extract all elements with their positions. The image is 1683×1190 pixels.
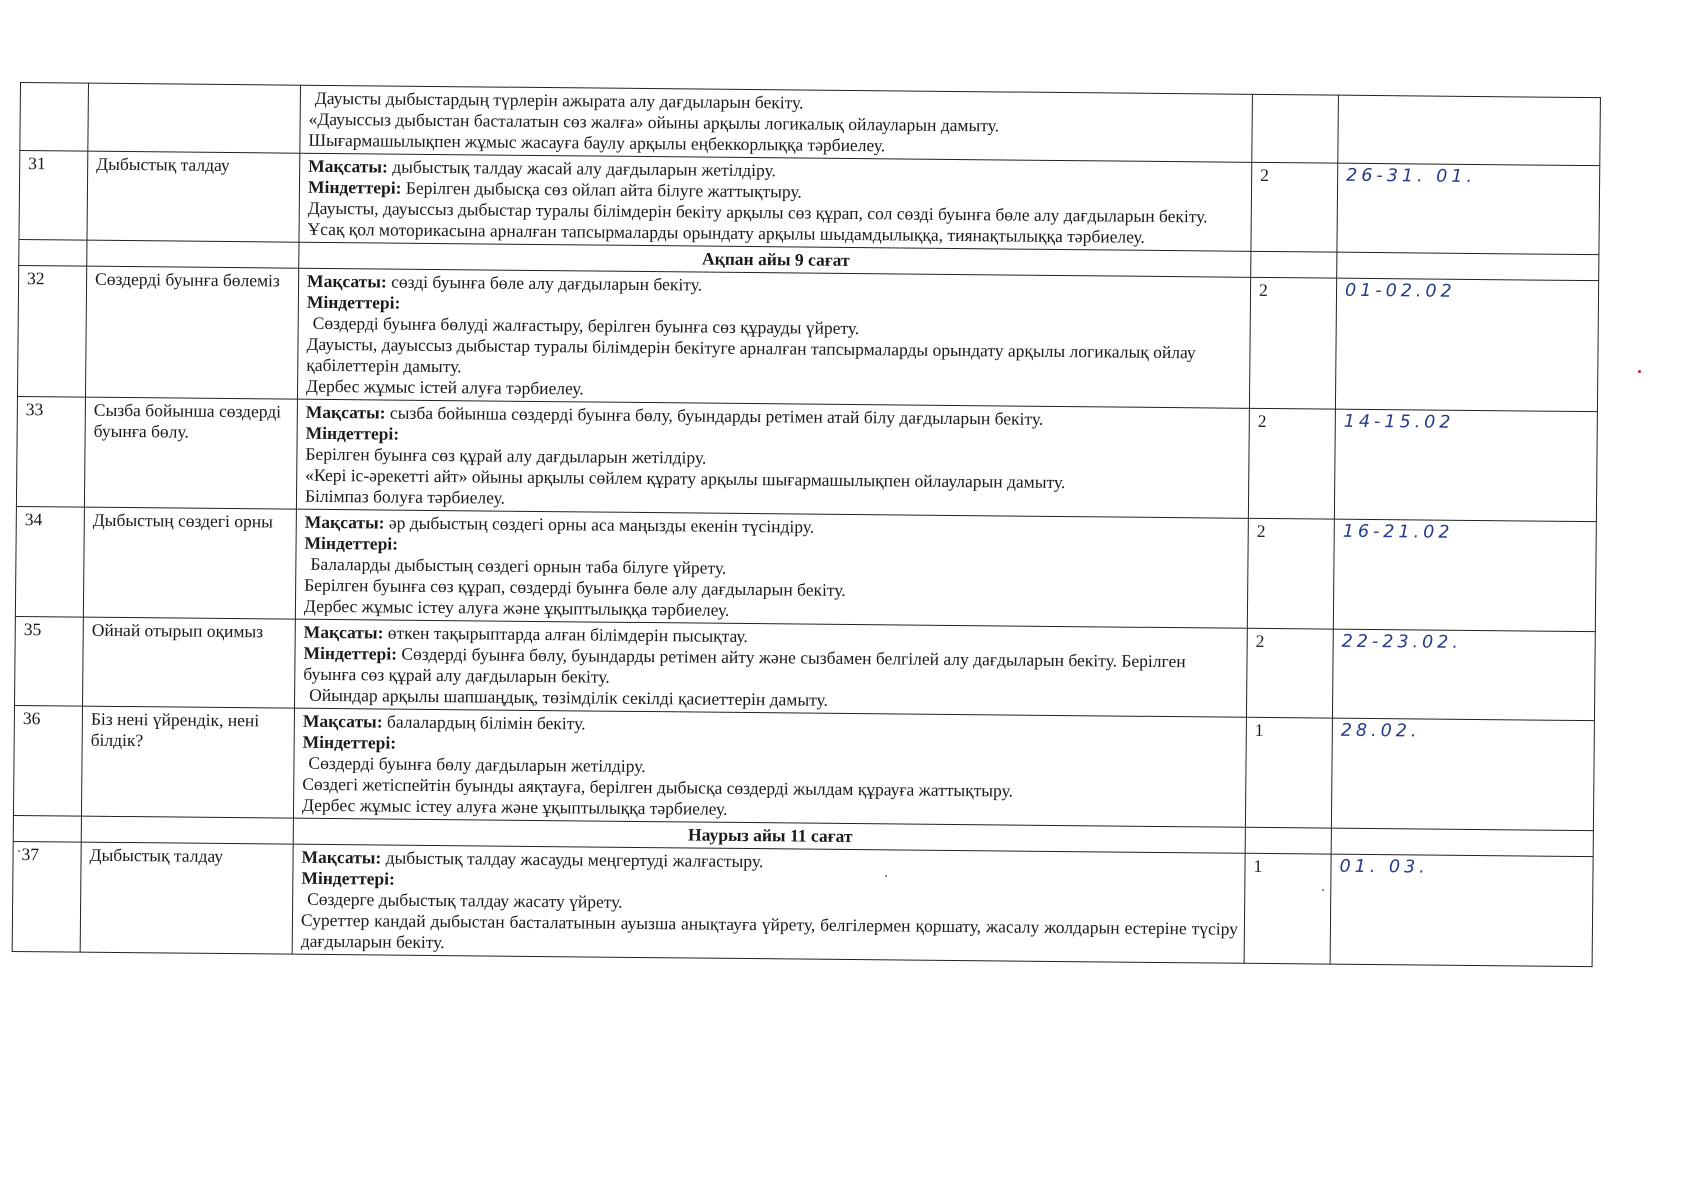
lesson-hours: 2 [1246, 628, 1333, 718]
goal-text: сөзді буынға бөле алу дағдыларын бекіту. [386, 271, 703, 295]
tasks-label: Міндеттері: [301, 867, 395, 889]
lesson-number: 35 [15, 616, 84, 706]
month-heading: Наурыз айы 11 сағат [293, 818, 1245, 853]
content-line: Балаларды дыбыстың сөздегі орнын таба білуге үйрету. [310, 553, 727, 578]
content-line: Сөздегі жетіспейтін буынды аяқтауға, берілген дыбысқа сөздерді жылдам құрауға жаттықтыру. [302, 773, 1014, 801]
table-row-lesson-32 [17, 265, 1598, 411]
content-line: Дербес жұмыс істеу алуға және ұқыптылыққа тәрбиелеу. [303, 595, 730, 620]
content-cell [292, 844, 1245, 963]
content-line: Дербес жұмыс істей алуға тәрбиелеу. [306, 375, 584, 399]
lesson-date-handwritten: 28.02. [1331, 718, 1594, 831]
content-cell [295, 509, 1248, 628]
content-line: Сөздерді буынға бөлу дағдыларын жетілдіру. [308, 752, 646, 777]
content-line: «Кері іс-әрекетті айт» ойыны арқылы сөйлем құрату арқылы шығармашылықпен ойлауларын дамыту. [305, 464, 1066, 493]
goal-text: дыбыстық талдау жасай алу дағдыларын жетілдіру. [387, 156, 777, 181]
hours-cell [1245, 827, 1331, 854]
goal-label: Мақсаты: [305, 401, 386, 423]
lesson-topic: Сызба бойынша сөздерді буынға бөлу. [84, 397, 297, 509]
lesson-number: 33 [16, 396, 85, 507]
lesson-hours: 2 [1251, 162, 1338, 252]
content-cell [295, 619, 1248, 717]
lesson-date-handwritten: 22-23.02. [1332, 629, 1595, 721]
tasks-text: Сөздерді буынға бөлу, буындарды ретімен айту және сызбамен белгілей алу дағдыларын бекіту. Берілген буынға сөз құрай алу дағдыларын бекіту. [303, 643, 1186, 687]
content-line: Дауысты, дауыссыз дыбыстар туралы білімдерін бекіту арқылы сөз құрап, сол сөзді буынға бөле алу дағдыларын бекіту. [307, 197, 1208, 227]
scan-speck [1322, 889, 1324, 891]
topic-cell [87, 240, 299, 268]
lesson-date-handwritten: 01-02.02 [1335, 278, 1598, 412]
goal-text: өткен тақырыптарда алған білімдерін пысықтау. [383, 622, 748, 647]
lesson-number: 37 [12, 841, 81, 952]
lesson-number: 36 [13, 705, 82, 816]
content-line: Сөздерге дыбыстық талдау жасату үйрету. [307, 888, 623, 912]
scan-speck [18, 850, 20, 852]
lesson-date-handwritten: 01. 03. [1330, 854, 1593, 967]
goal-label: Мақсаты: [304, 511, 385, 533]
lesson-hours: 1 [1245, 717, 1332, 828]
content-cell [297, 268, 1250, 408]
content-cell [299, 153, 1252, 251]
date-cell [1331, 828, 1593, 857]
content-line: Берілген буынға сөз құрап, сөздерді буынға бөле алу дағдыларын бекіту. [304, 574, 846, 600]
lesson-plan-table [12, 82, 1601, 967]
lesson-number: 34 [15, 506, 84, 617]
scan-speck [885, 875, 887, 877]
content-line: Білімпаз болуға тәрбиелеу. [304, 485, 506, 508]
goal-label: Мақсаты: [303, 621, 384, 643]
content-line: Дауысты дыбыстардың түрлерін ажырата алу дағдыларын бекіту. [314, 87, 804, 113]
lesson-hours: 2 [1249, 277, 1336, 409]
tasks-label: Міндеттері: [302, 731, 397, 753]
num-cell [20, 83, 89, 152]
lesson-topic: Дыбыстық талдау [80, 842, 293, 954]
lesson-topic: Біз нені үйрендік, нені білдік? [81, 706, 294, 818]
content-line: Берілген буынға сөз құрай алу дағдыларын жетілдіру. [305, 443, 707, 468]
lesson-number: 31 [19, 151, 88, 241]
lesson-topic: Дыбыстық талдау [87, 151, 300, 242]
tasks-label: Міндеттері: [303, 642, 398, 664]
content-line: Ұсақ қол моторикасына арналған тапсырмаларды орындату арқылы шыдамдылыққа, тиянақтылыққа тәрбиелеу. [307, 218, 1145, 247]
goal-label: Мақсаты: [308, 155, 389, 177]
hours-cell [1252, 94, 1339, 163]
tasks-label: Міндеттері: [305, 422, 400, 444]
tasks-label: Міндеттері: [307, 176, 402, 198]
date-cell [1338, 95, 1601, 166]
goal-text: сызба бойынша сөздерді буынға бөлу, буындарды ретімен атай білу дағдыларын бекіту. [385, 402, 1044, 429]
lesson-date-handwritten: 16-21.02 [1333, 519, 1596, 632]
topic-cell [81, 816, 293, 844]
content-line: Сөздерді буынға бөлуді жалғастыру, берілген буынға сөз құрауды үйрету. [312, 312, 860, 339]
goal-text: әр дыбыстың сөздегі орны аса маңызды екенін түсіндіру. [384, 512, 815, 537]
content-cell [293, 708, 1246, 827]
lesson-date-handwritten: 26-31. 01. [1337, 163, 1600, 255]
lesson-topic: Ойнай отырып оқимыз [83, 617, 296, 708]
month-heading: Ақпан айы 9 сағат [299, 242, 1251, 277]
content-line: Шығармашылықпен жұмыс жасауға баулу арқылы еңбеккорлыққа тәрбиелеу. [308, 129, 886, 156]
content-cell [296, 399, 1249, 518]
goal-label: Мақсаты: [302, 710, 383, 732]
table-row-lesson-31 [19, 151, 1600, 255]
content-line: Дауысты, дауыссыз дыбыстар туралы білімдерін бекітуге арналған тапсырмаларды орындату арқылы логикалық ойлау қабілеттерін дамыту. [306, 333, 1196, 377]
table-row-lesson-34 [15, 506, 1596, 631]
table-row-lesson-36 [13, 705, 1594, 830]
tasks-text: Берілген дыбысқа сөз ойлап айта білуге жаттықтыру. [401, 177, 802, 202]
plan-sheet [12, 82, 1600, 967]
table-row-lesson-35 [15, 616, 1596, 720]
content-line: «Дауыссыз дыбыстан басталатын сөз жалға» ойыны арқылы логикалық ойлауларын дамыту. [308, 108, 1000, 136]
goal-label: Мақсаты: [307, 270, 387, 292]
date-cell [1337, 252, 1599, 281]
goal-text: балалардың білімін бекіту. [382, 711, 586, 734]
lesson-number: 32 [17, 265, 86, 397]
lesson-topic: Дыбыстың сөздегі орны [83, 507, 296, 619]
topic-cell [88, 83, 301, 153]
content-line: Дербес жұмыс істеу алуға және ұқыптылыққа тәрбиелеу. [301, 794, 728, 819]
goal-label: Мақсаты: [301, 846, 382, 868]
tasks-label: Міндеттері: [306, 291, 401, 313]
red-ink-dot [1638, 370, 1641, 373]
content-line: Суреттер кандай дыбыстан басталатынын ауызша анықтауға үйрету, белгілермен қоршату, жасалу жолдарын естеріне түсіру дағдыларын бекіту. [300, 909, 1239, 953]
lesson-topic: Сөздерді буынға бөлеміз [85, 266, 298, 399]
lesson-hours: 1 [1244, 853, 1331, 964]
lesson-hours: 2 [1248, 408, 1335, 519]
tasks-label: Міндеттері: [304, 532, 399, 554]
content-line: Ойындар арқылы шапшаңдық, төзімділік секілді қасиеттерін дамыту. [309, 684, 829, 710]
num-cell [19, 239, 87, 266]
lesson-date-handwritten: 14-15.02 [1334, 409, 1597, 522]
table-row-lesson-37 [12, 841, 1593, 966]
content-cell [300, 85, 1253, 162]
num-cell [13, 815, 81, 842]
goal-text: дыбыстық талдау жасауды меңгертуді жалғастыру. [381, 847, 764, 872]
table-row-lesson-33 [16, 396, 1597, 521]
hours-cell [1251, 251, 1337, 278]
lesson-hours: 2 [1247, 518, 1334, 629]
